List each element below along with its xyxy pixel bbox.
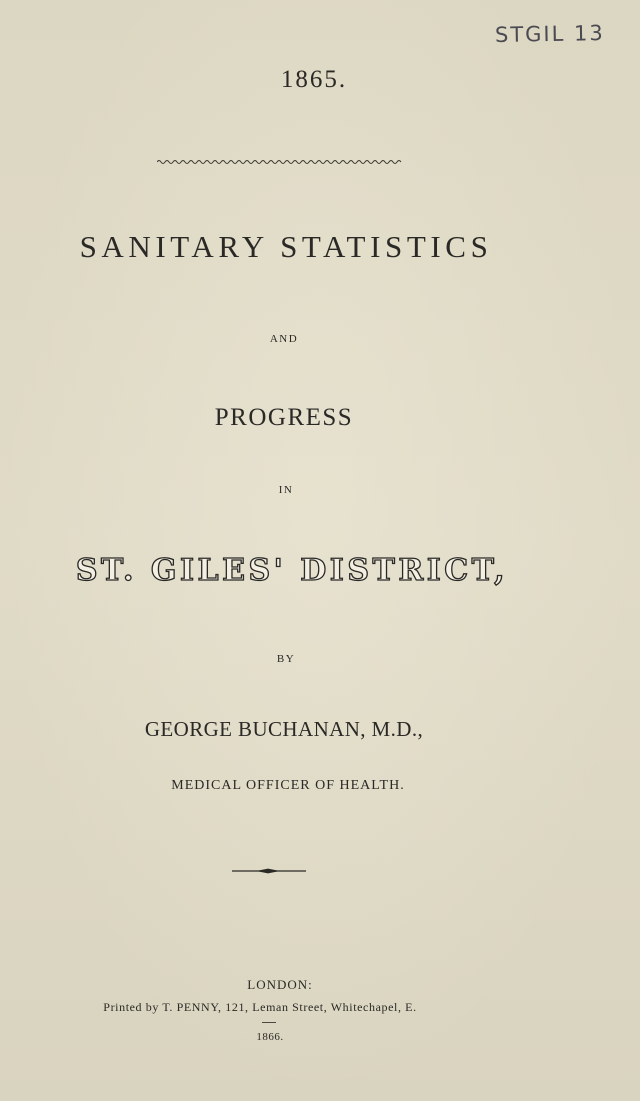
author-office: MEDICAL OFFICER OF HEALTH.: [171, 778, 405, 793]
connector-in: IN: [278, 484, 294, 496]
imprint-place: LONDON:: [247, 977, 313, 992]
wavy-rule-divider: [157, 158, 403, 166]
handwritten-reference-note: STGIL 13: [494, 21, 605, 47]
connector-and: AND: [269, 333, 299, 345]
imprint-printer: Printed by T. PENNY, 121, Leman Street, Whitechapel, E.: [103, 1000, 417, 1014]
author-name: GEORGE BUCHANAN, M.D.,: [144, 717, 424, 741]
imprint-divider: [262, 1022, 276, 1023]
document-subtitle: PROGRESS: [214, 404, 354, 431]
imprint-year: 1866.: [256, 1031, 284, 1043]
ornament-rule-icon: [232, 866, 306, 876]
district-name: ST. GILES' DISTRICT,: [75, 553, 509, 588]
report-year: 1865.: [280, 66, 348, 93]
document-title: SANITARY STATISTICS: [79, 229, 493, 264]
connector-by: BY: [276, 653, 296, 665]
